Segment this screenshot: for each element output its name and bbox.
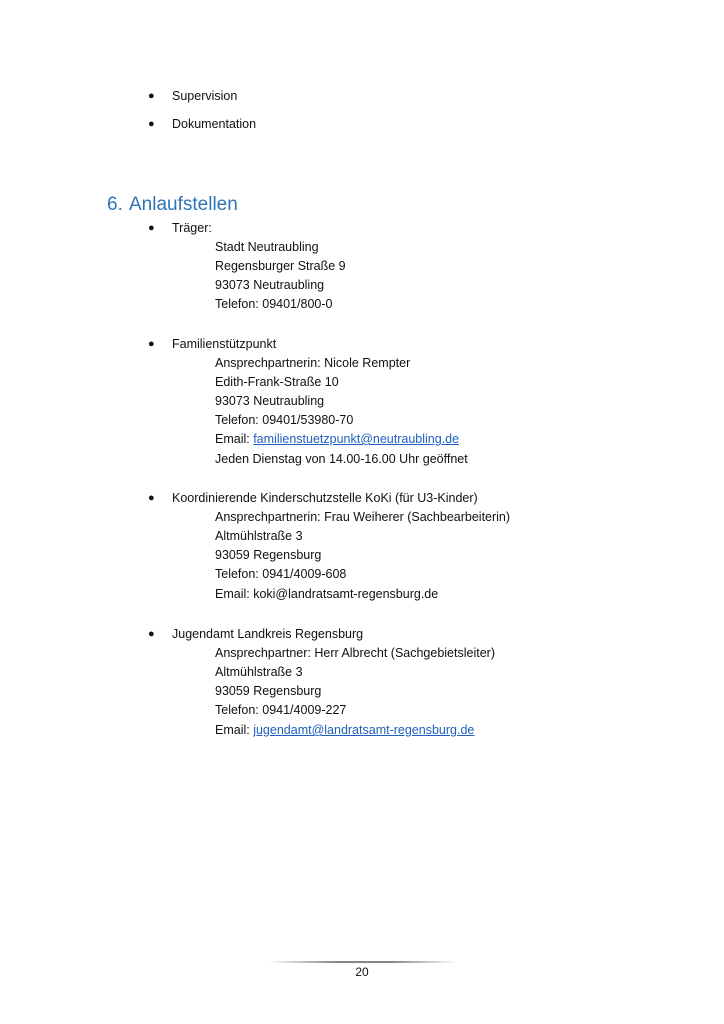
contact-line: Jeden Dienstag von 14.00-16.00 Uhr geöffnet <box>215 452 468 466</box>
contact-jugendamt: ● Jugendamt Landkreis Regensburg <box>148 624 363 644</box>
section-title: Anlaufstellen <box>129 194 238 215</box>
bullet-icon: ● <box>148 628 155 640</box>
contact-line: Regensburger Straße 9 <box>215 259 346 273</box>
contact-line: 93073 Neutraubling <box>215 394 325 408</box>
bullet-icon: ● <box>148 492 155 504</box>
page-number: 20 <box>355 965 369 979</box>
email-link[interactable]: familienstuetzpunkt@neutraubling.de <box>253 432 460 446</box>
bullet-icon: ● <box>148 338 155 350</box>
contact-line: Ansprechpartnerin: Nicole Rempter <box>215 356 411 370</box>
contact-line: Altmühlstraße 3 <box>215 529 303 543</box>
contact-line: 93059 Regensburg <box>215 684 322 698</box>
email-link[interactable]: jugendamt@landratsamt-regensburg.de <box>253 723 475 737</box>
contact-email-line: Email: familienstuetzpunkt@neutraubling.de <box>215 432 460 446</box>
contact-line: Ansprechpartner: Herr Albrecht (Sachgebietsleiter) <box>215 646 495 660</box>
contact-line: Edith-Frank-Straße 10 <box>215 375 339 389</box>
contact-line: Telefon: 09401/800-0 <box>215 297 333 311</box>
bullet-icon: ● <box>148 90 155 102</box>
contact-line: Altmühlstraße 3 <box>215 665 303 679</box>
contact-koki: ● Koordinierende Kinderschutzstelle KoKi (für U3-Kinder) <box>148 488 478 508</box>
contact-line: Stadt Neutraubling <box>215 240 319 254</box>
contact-line: Telefon: 09401/53980-70 <box>215 413 354 427</box>
contact-line: Telefon: 0941/4009-227 <box>215 703 347 717</box>
footer-divider <box>268 961 458 963</box>
list-item-dokumentation: ● Dokumentation <box>148 114 256 134</box>
list-item-supervision: ● Supervision <box>148 86 237 106</box>
contact-familienstuetzpunkt: ● Familienstützpunkt <box>148 334 276 354</box>
section-heading <box>107 193 238 217</box>
bullet-icon: ● <box>148 222 155 234</box>
bullet-icon: ● <box>148 118 155 130</box>
contact-line: Email: koki@landratsamt-regensburg.de <box>215 587 439 601</box>
contact-line: 93059 Regensburg <box>215 548 322 562</box>
section-number: 6. <box>107 194 123 215</box>
contact-email-line: Email: jugendamt@landratsamt-regensburg.de <box>215 723 475 737</box>
contact-line: 93073 Neutraubling <box>215 278 325 292</box>
contact-line: Telefon: 0941/4009-608 <box>215 567 347 581</box>
contact-line: Ansprechpartnerin: Frau Weiherer (Sachbearbeiterin) <box>215 510 511 524</box>
contact-traeger: ● Träger: <box>148 218 212 238</box>
